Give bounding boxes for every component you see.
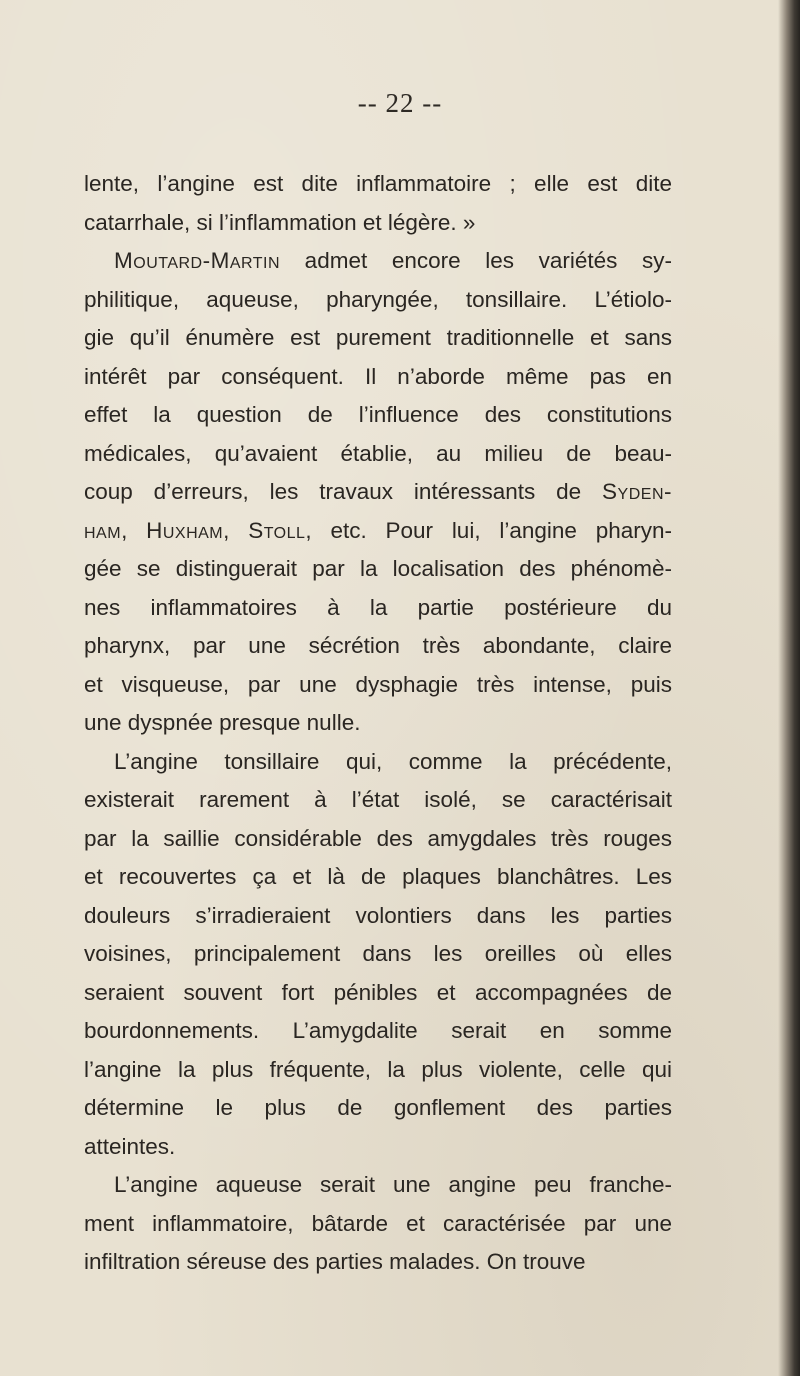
line-text: nes inflammatoires à la partie postérieure du: [84, 594, 672, 620]
text-line: [84, 781, 672, 820]
line-text: médicales, qu’avaient établie, au milieu de beau-: [84, 440, 672, 466]
text-line: [84, 435, 672, 474]
author-name: Huxham: [146, 517, 224, 543]
text-line: [84, 319, 672, 358]
line-text: l’angine la plus fréquente, la plus violente, celle qui: [84, 1056, 672, 1082]
line-text: voisines, principalement dans les oreilles où elles: [84, 941, 672, 966]
line-text: douleurs s’irradieraient volontiers dans les parties: [84, 902, 672, 928]
line-text: coup d’erreurs, les travaux intéressants de: [84, 479, 603, 504]
text-line: [84, 473, 672, 512]
text-line: [84, 935, 672, 974]
line-text: ,: [223, 517, 249, 543]
text-line: [84, 1051, 672, 1090]
author-name: Syden-: [602, 479, 672, 504]
line-text: L’angine tonsillaire qui, comme la précédente,: [114, 748, 672, 774]
line-text: philitique, aqueuse, pharyngée, tonsillaire. L’étiolo-: [84, 286, 672, 312]
text-line: [84, 1128, 672, 1167]
text-line: [84, 897, 672, 936]
text-line: [84, 204, 672, 243]
author-name: ham: [84, 517, 122, 543]
page-number: -- 22 --: [357, 88, 443, 118]
line-text: par la saillie considérable des amygdales très rouges: [84, 825, 672, 851]
line-text: L’angine aqueuse serait une angine peu franche-: [114, 1172, 672, 1197]
text-line: [84, 666, 672, 705]
line-text: ,: [121, 517, 147, 543]
line-text: atteintes.: [84, 1133, 176, 1159]
text-line: [84, 589, 672, 628]
page-binding-edge: [778, 0, 800, 1376]
text-line: [84, 858, 672, 897]
line-text: lente, l’angine est dite inflammatoire ; elle est dite: [84, 171, 672, 196]
line-text: intérêt par conséquent. Il n’aborde même pas en: [84, 363, 672, 389]
text-line: [84, 974, 672, 1013]
line-text: , etc. Pour lui, l’angine pharyn-: [305, 517, 672, 543]
text-line: [84, 1166, 672, 1205]
text-line: [84, 820, 672, 859]
line-text: seraient souvent fort pénibles et accompagnées de: [84, 979, 672, 1005]
line-text: bourdonnements. L’amygdalite serait en somme: [84, 1018, 672, 1043]
text-line: [84, 1243, 672, 1282]
text-line: [84, 743, 672, 782]
author-name: Moutard-Martin: [114, 248, 281, 273]
author-name: Stoll: [248, 517, 306, 543]
line-text: ment inflammatoire, bâtarde et caractérisée par une: [84, 1210, 672, 1236]
line-text: gée se distinguerait par la localisation des phénomè-: [84, 556, 672, 581]
line-text: détermine le plus de gonflement des parties: [84, 1095, 672, 1120]
line-text: existerait rarement à l’état isolé, se caractérisait: [84, 787, 672, 812]
line-text: infiltration séreuse des parties malades. On trouve: [84, 1249, 586, 1274]
text-line: [84, 358, 672, 397]
line-text: admet encore les variétés sy-: [280, 248, 672, 273]
line-text: une dyspnée presque nulle.: [84, 710, 361, 735]
line-text: catarrhale, si l’inflammation et légère. »: [84, 209, 476, 235]
text-line: [84, 242, 672, 281]
text-line: [84, 396, 672, 435]
line-text: pharynx, par une sécrétion très abondante, claire: [84, 633, 672, 658]
text-line: [84, 512, 672, 551]
text-line: [84, 1089, 672, 1128]
text-line: [84, 165, 672, 204]
text-line: [84, 627, 672, 666]
line-text: et visqueuse, par une dysphagie très intense, puis: [84, 671, 672, 697]
text-line: [84, 704, 672, 743]
text-line: [84, 1012, 672, 1051]
text-line: [84, 281, 672, 320]
body-text: [84, 165, 672, 1282]
line-text: effet la question de l’influence des constitutions: [84, 402, 672, 427]
line-text: et recouvertes ça et là de plaques blanchâtres. Les: [84, 864, 672, 889]
text-line: [84, 550, 672, 589]
line-text: gie qu’il énumère est purement traditionnelle et sans: [84, 325, 672, 350]
text-line: [84, 1205, 672, 1244]
